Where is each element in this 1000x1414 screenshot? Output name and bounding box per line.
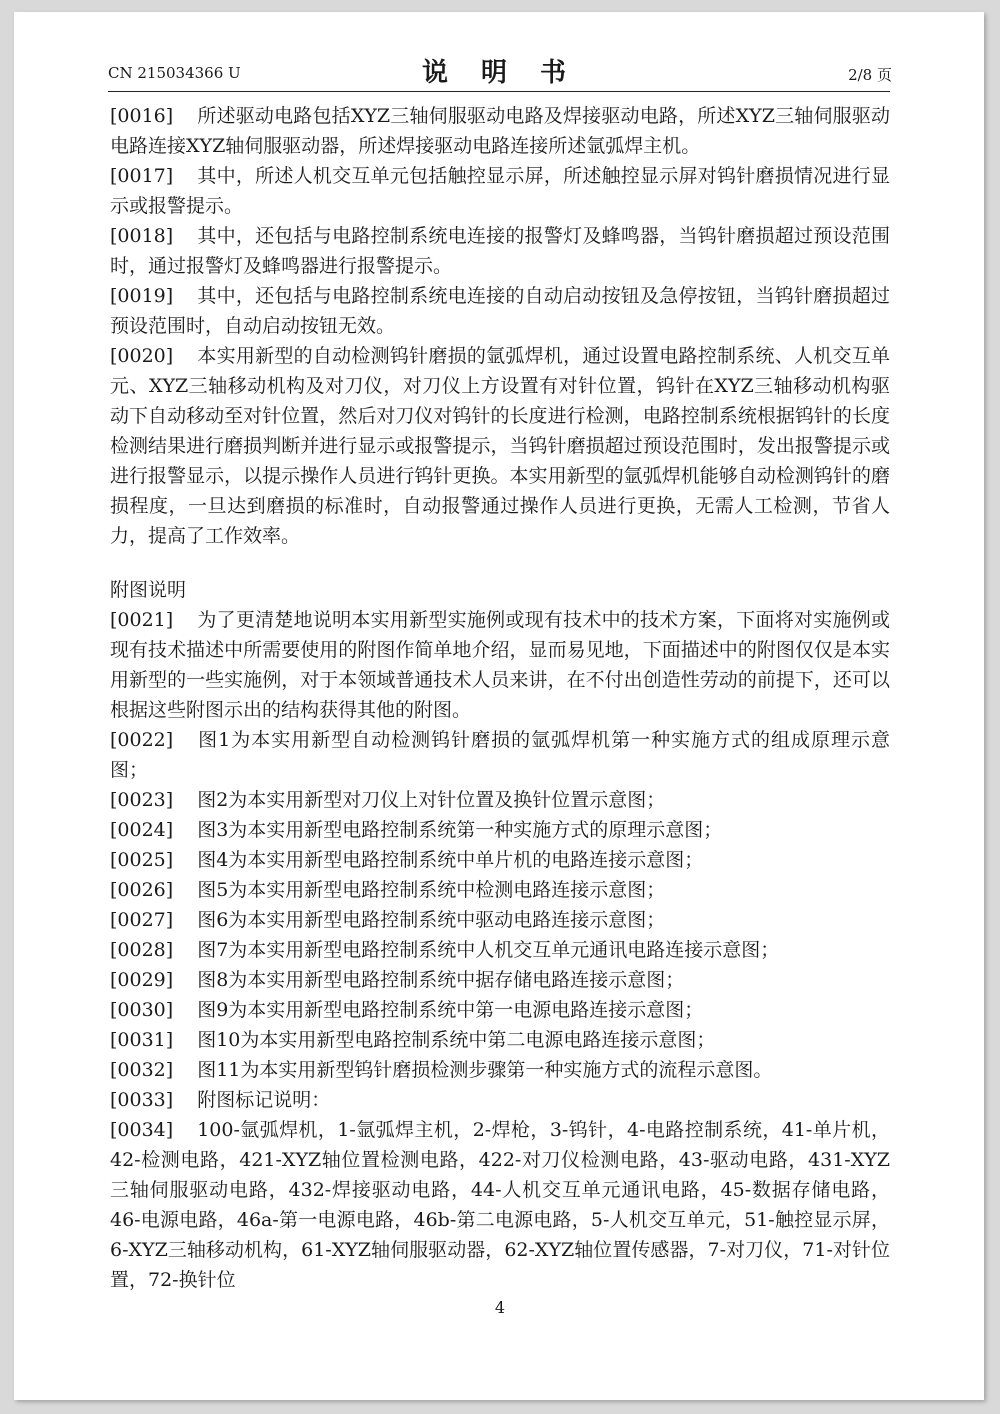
paragraph <box>110 905 890 935</box>
paragraph <box>110 101 890 161</box>
page-indicator: 2/8 页 <box>848 66 892 84</box>
paragraph-number: [0032] <box>110 1059 174 1081</box>
paragraph-text: 其中，所述人机交互单元包括触控显示屏，所述触控显示屏对钨针磨损情况进行显示或报警提示。 <box>110 165 890 217</box>
paragraph <box>110 1025 890 1055</box>
paragraph <box>110 845 890 875</box>
paragraph <box>110 1055 890 1085</box>
paragraph-number: [0028] <box>110 939 174 961</box>
paragraph-text: 图5为本实用新型电路控制系统中检测电路连接示意图； <box>197 879 666 901</box>
paragraph <box>110 875 890 905</box>
page-number: 4 <box>494 1298 506 1317</box>
paragraph-number: [0016] <box>110 105 174 127</box>
paragraph-text: 图6为本实用新型电路控制系统中驱动电路连接示意图； <box>197 909 666 931</box>
paragraph-number: [0026] <box>110 879 174 901</box>
paragraph <box>110 1085 890 1115</box>
paragraph <box>110 341 890 551</box>
paragraph-group-claims <box>110 101 890 551</box>
paragraph-text: 本实用新型的自动检测钨针磨损的氩弧焊机，通过设置电路控制系统、人机交互单元、XYZ三轴移动机构及对刀仪，对刀仪上方设置有对针位置，钨针在XYZ三轴移动机构驱动下自动移动至对针位置，然后对刀仪对钨针的长度进行检测，电路控制系统根据钨针的长度检测结果进行磨损判断并进行显示或报警提示，当钨针磨损超过预设范围时，发出报警提示或进行报警显示，以提示操作人员进行钨针更换。本实用新型的氩弧焊机能够自动检测钨针的磨损程度，一旦达到磨损的标准时，自动报警通过操作人员进行更换，无需人工检测，节省人力，提高了工作效率。 <box>110 345 890 547</box>
paragraph-number: [0024] <box>110 819 174 841</box>
paragraph-text: 100-氩弧焊机，1-氩弧焊主机，2-焊枪，3-钨针，4-电路控制系统，41-单片机，42-检测电路，421-XYZ轴位置检测电路，422-对刀仪检测电路，43-驱动电路，431-XYZ三轴伺服驱动电路，432-焊接驱动电路，44-人机交互单元通讯电路，45-数据存储电路，46-电源电路，46a-第一电源电路，46b-第二电源电路，5-人机交互单元，51-触控显示屏，6-XYZ三轴移动机构，61-XYZ轴伺服驱动器，62-XYZ轴位置传感器，7-对刀仪，71-对针位置，72-换针位 <box>110 1119 890 1291</box>
paragraph <box>110 725 890 785</box>
paragraph-number: [0022] <box>110 729 174 751</box>
paragraph-number: [0018] <box>110 225 174 247</box>
paragraph <box>110 995 890 1025</box>
paragraph-number: [0031] <box>110 1029 174 1051</box>
paragraph <box>110 221 890 281</box>
patent-number: CN 215034366 U <box>108 64 241 82</box>
paragraph-text: 附图标记说明： <box>197 1089 331 1111</box>
paragraph-text: 图2为本实用新型对刀仪上对针位置及换针位置示意图； <box>197 789 666 811</box>
paragraph-text: 其中，还包括与电路控制系统电连接的报警灯及蜂鸣器，当钨针磨损超过预设范围时，通过报警灯及蜂鸣器进行报警提示。 <box>110 225 890 277</box>
page-title: 说 明 书 <box>421 58 579 88</box>
paragraph-text: 图10为本实用新型电路控制系统中第二电源电路连接示意图； <box>197 1029 716 1051</box>
paragraph-text: 图7为本实用新型电路控制系统中人机交互单元通讯电路连接示意图； <box>197 939 780 961</box>
paragraph-number: [0020] <box>110 345 174 367</box>
paragraph <box>110 161 890 221</box>
paragraph <box>110 785 890 815</box>
paragraph-number: [0023] <box>110 789 174 811</box>
paragraph-text: 图9为本实用新型电路控制系统中第一电源电路连接示意图； <box>197 999 704 1021</box>
paragraph-text: 图11为本实用新型钨针磨损检测步骤第一种实施方式的流程示意图。 <box>197 1059 773 1081</box>
document-body <box>110 101 890 1295</box>
paragraph <box>110 935 890 965</box>
paragraph <box>110 815 890 845</box>
paragraph <box>110 281 890 341</box>
section-heading: 附图说明 <box>110 579 187 601</box>
paragraph-number: [0025] <box>110 849 174 871</box>
paragraph-number: [0034] <box>110 1119 174 1141</box>
paragraph-number: [0029] <box>110 969 174 991</box>
paragraph-number: [0033] <box>110 1089 174 1111</box>
paragraph-text: 其中，还包括与电路控制系统电连接的自动启动按钮及急停按钮，当钨针磨损超过预设范围时，自动启动按钮无效。 <box>110 285 890 337</box>
paragraph-number: [0019] <box>110 285 174 307</box>
paragraph-number: [0021] <box>110 609 174 631</box>
paragraph <box>110 1115 890 1295</box>
paragraph-text: 所述驱动电路包括XYZ三轴伺服驱动电路及焊接驱动电路，所述XYZ三轴伺服驱动电路连接XYZ轴伺服驱动器，所述焊接驱动电路连接所述氩弧焊主机。 <box>110 105 890 157</box>
paragraph-number: [0030] <box>110 999 174 1021</box>
paragraph-text: 图8为本实用新型电路控制系统中据存储电路连接示意图； <box>197 969 685 991</box>
paragraph-text: 图1为本实用新型自动检测钨针磨损的氩弧焊机第一种实施方式的组成原理示意图； <box>110 729 890 781</box>
paragraph-text: 为了更清楚地说明本实用新型实施例或现有技术中的技术方案，下面将对实施例或现有技术描述中所需要使用的附图作简单地介绍，显而易见地，下面描述中的附图仅仅是本实用新型的一些实施例，对于本领域普通技术人员来讲，在不付出创造性劳动的前提下，还可以根据这些附图示出的结构获得其他的附图。 <box>110 609 890 721</box>
paragraph-text: 图3为本实用新型电路控制系统第一种实施方式的原理示意图； <box>197 819 723 841</box>
paragraph <box>110 605 890 725</box>
paragraph <box>110 965 890 995</box>
paragraph-number: [0027] <box>110 909 174 931</box>
paragraph-group-figures <box>110 605 890 1295</box>
paragraph-number: [0017] <box>110 165 174 187</box>
paragraph-text: 图4为本实用新型电路控制系统中单片机的电路连接示意图； <box>197 849 704 871</box>
header-divider <box>108 91 890 92</box>
